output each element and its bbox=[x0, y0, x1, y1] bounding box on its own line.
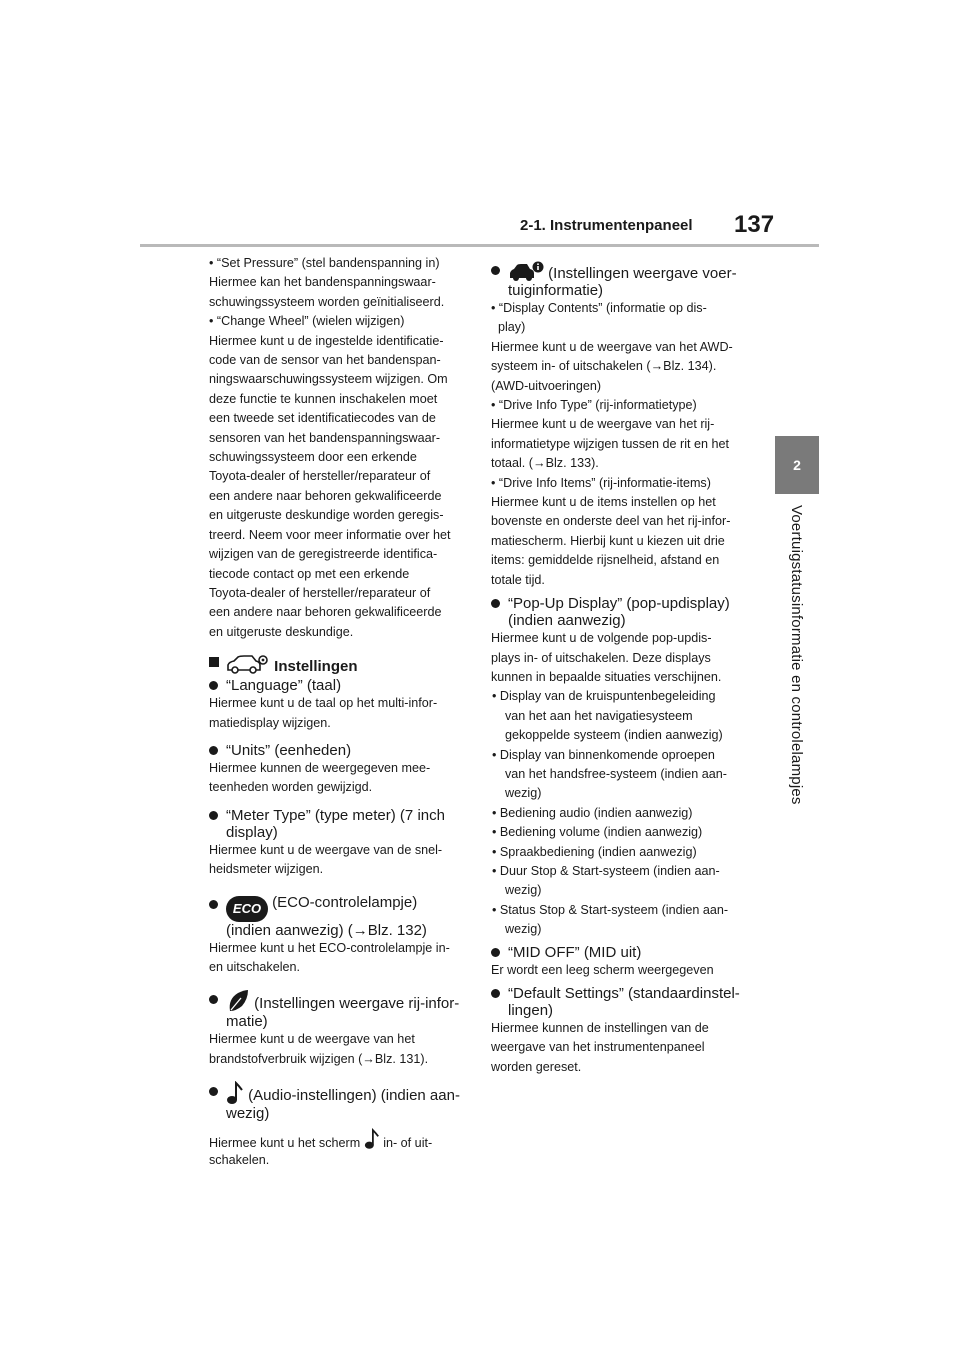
bullet-drive-info-type: • “Drive Info Type” (rij-informatietype) bbox=[491, 398, 697, 413]
body-line: een andere naar behoren gekwalificeerde bbox=[209, 488, 442, 503]
music-note-icon bbox=[364, 1128, 380, 1150]
body-line: (AWD-uitvoeringen) bbox=[491, 378, 602, 393]
vehicle-info-heading bbox=[491, 260, 747, 299]
meter-heading-line: “Meter Type” (type meter) (7 inch bbox=[226, 806, 445, 824]
list-item: • Spraakbediening (indien aanwezig) bbox=[492, 844, 697, 859]
list-item: • Status Stop & Start-systeem (indien aan- bbox=[492, 902, 729, 917]
list-item: • Duur Stop & Start-systeem (indien aan- bbox=[492, 863, 720, 878]
round-bullet-icon bbox=[209, 746, 218, 755]
units-heading-label: “Units” (eenheden) bbox=[226, 741, 352, 759]
round-bullet-icon bbox=[209, 811, 218, 820]
list-item: • Display van binnenkomende oproepen bbox=[492, 747, 715, 762]
body-line: Hiermee kunnen de weergegeven mee- bbox=[209, 760, 431, 775]
body-line: Hiermee kunt u de weergave van het bbox=[209, 1032, 415, 1047]
round-bullet-icon bbox=[209, 995, 218, 1004]
vehicle-heading-line: tuiginformatie) bbox=[508, 282, 604, 299]
list-item: • Bediening volume (indien aanwezig) bbox=[492, 825, 703, 840]
chapter-tab: 2 bbox=[775, 436, 819, 494]
list-item-cont: wezig) bbox=[505, 883, 542, 898]
bullet-display-contents: • “Display Contents” (informatie op dis- bbox=[491, 301, 707, 315]
meter-heading-line: display) bbox=[226, 823, 278, 841]
drive-info-heading bbox=[209, 989, 465, 1030]
body-line: en uitschakelen. bbox=[209, 959, 301, 974]
mid-heading-label: “MID OFF” (MID uit) bbox=[508, 943, 642, 961]
body-line: Hiermee kunt u de taal op het multi-infor- bbox=[209, 696, 438, 711]
default-heading-line: lingen) bbox=[508, 1002, 554, 1019]
body-line: informatietype wijzigen tussen de rit en het bbox=[491, 436, 730, 451]
body-line: schuwingssysteem door een erkende bbox=[209, 450, 417, 465]
list-item: • Display van de kruispuntenbegeleiding bbox=[492, 689, 716, 704]
music-note-icon bbox=[226, 1081, 244, 1105]
audio-body-text: Hiermee kunt u het scherm bbox=[209, 1136, 361, 1151]
eco-indicator-icon: ECO bbox=[226, 896, 268, 922]
settings-heading-label: Instellingen bbox=[274, 658, 358, 676]
body-line: Hiermee kunt u het ECO-controlelampje in- bbox=[209, 940, 450, 955]
car-settings-icon bbox=[226, 654, 270, 674]
eco-heading-line: (indien aanwezig) (→Blz. 132) bbox=[226, 921, 427, 939]
body-line: Hiermee kunt u de weergave van de snel- bbox=[209, 842, 443, 857]
body-line: Hiermee kunt u de volgende pop-updis- bbox=[491, 631, 712, 646]
default-heading-line: “Default Settings” (standaardinstel- bbox=[508, 985, 740, 1002]
chapter-side-title: Voertuigstatusinformatie en controlelampjes bbox=[788, 505, 805, 805]
body-line: Hiermee kunt u de weergave van het AWD- bbox=[491, 339, 733, 354]
body-line: schakelen. bbox=[209, 1152, 270, 1167]
body-line: heidsmeter wijzigen. bbox=[209, 862, 324, 877]
round-bullet-icon bbox=[209, 1087, 218, 1096]
body-line: worden gereset. bbox=[491, 1059, 582, 1074]
list-item: • Bediening audio (indien aanwezig) bbox=[492, 805, 693, 820]
body-line: wijzigen van de geregistreerde identifica- bbox=[209, 547, 438, 562]
square-bullet-icon bbox=[209, 657, 219, 667]
body-line: bovenste en onderste deel van het rij-infor- bbox=[491, 514, 731, 529]
round-bullet-icon bbox=[491, 948, 500, 957]
bullet-set-pressure: • “Set Pressure” (stel bandenspanning in) bbox=[209, 256, 440, 270]
list-item-cont: van het handsfree-systeem (indien aan- bbox=[505, 766, 727, 781]
body-line: Hiermee kunt u de weergave van het rij- bbox=[491, 417, 715, 432]
drive-heading-line: matie) bbox=[226, 1013, 268, 1031]
body-line: matiedisplay wijzigen. bbox=[209, 715, 331, 730]
list-item-cont: wezig) bbox=[505, 922, 542, 937]
mid-off-heading bbox=[491, 944, 747, 961]
units-heading bbox=[209, 742, 465, 759]
eco-heading-line: (ECO-controlelampje) bbox=[272, 893, 418, 911]
leaf-icon bbox=[226, 989, 250, 1013]
section-title: 2-1. Instrumentenpaneel bbox=[520, 217, 693, 234]
list-item-cont: van het aan het navigatiesysteem bbox=[505, 708, 693, 723]
body-line: Hiermee kan het bandenspanningswaar- bbox=[209, 275, 436, 290]
language-heading bbox=[209, 677, 465, 694]
page-number: 137 bbox=[734, 211, 775, 238]
body-line: Hiermee kunt u de ingestelde identificatie- bbox=[209, 333, 444, 348]
round-bullet-icon bbox=[491, 989, 500, 998]
eco-heading bbox=[209, 894, 465, 939]
body-line: schuwingssysteem worden geïnitialiseerd. bbox=[209, 294, 445, 309]
body-line: deze functie te kunnen inschakelen moet bbox=[209, 391, 438, 406]
list-item-cont: wezig) bbox=[505, 786, 542, 801]
vehicle-heading-line: (Instellingen weergave voer- bbox=[548, 265, 737, 282]
left-column bbox=[209, 254, 465, 1170]
body-line: treerd. Neem voor meer informatie over het bbox=[209, 527, 451, 542]
body-line: brandstofverbruik wijzigen (→Blz. 131). bbox=[209, 1051, 429, 1066]
audio-heading bbox=[209, 1081, 465, 1122]
body-line: een andere naar behoren gekwalificeerde bbox=[209, 605, 442, 620]
body-line: code van de sensor van het bandenspan- bbox=[209, 353, 441, 368]
body-line: Hiermee kunt u de items instellen op het bbox=[491, 495, 716, 510]
body-line: systeem in- of uitschakelen (→Blz. 134). bbox=[491, 359, 717, 374]
body-line: Toyota-dealer of hersteller/reparateur of bbox=[209, 469, 431, 484]
popup-heading-line: (indien aanwezig) bbox=[508, 612, 626, 630]
body-line: een tweede set identificatiecodes van de bbox=[209, 411, 436, 426]
default-settings-heading bbox=[491, 985, 747, 1019]
right-column bbox=[491, 254, 747, 1077]
drive-heading-line: (Instellingen weergave rij-infor- bbox=[254, 995, 460, 1013]
body-line: en uitgeruste deskundige. bbox=[209, 624, 354, 639]
car-info-icon bbox=[508, 260, 544, 282]
language-heading-label: “Language” (taal) bbox=[226, 677, 342, 695]
audio-heading-line: (Audio-instellingen) (indien aan- bbox=[248, 1087, 460, 1105]
popup-display-heading bbox=[491, 595, 747, 629]
bullet-change-wheel: • “Change Wheel” (wielen wijzigen) bbox=[209, 314, 405, 329]
round-bullet-icon bbox=[209, 900, 218, 909]
audio-body-text: in- of uit- bbox=[383, 1136, 433, 1151]
body-line: play) bbox=[498, 320, 526, 335]
bullet-drive-info-items: • “Drive Info Items” (rij-informatie-items) bbox=[491, 475, 711, 490]
round-bullet-icon bbox=[209, 681, 218, 690]
body-line: weergave van het instrumentenpaneel bbox=[491, 1040, 705, 1055]
meter-type-heading bbox=[209, 807, 465, 841]
body-line: Er wordt een leeg scherm weergegeven bbox=[491, 962, 714, 977]
round-bullet-icon bbox=[491, 599, 500, 608]
body-line: kunnen in bepaalde situaties verschijnen. bbox=[491, 669, 722, 684]
round-bullet-icon bbox=[491, 266, 500, 275]
body-line: teenheden worden gewijzigd. bbox=[209, 780, 373, 795]
popup-heading-line: “Pop-Up Display” (pop-updisplay) bbox=[508, 595, 730, 613]
body-line: en uitgeruste deskundige worden geregis- bbox=[209, 508, 444, 523]
body-line: ningswaarschuwingssysteem wijzigen. Om bbox=[209, 372, 448, 387]
body-line: tiecode contact op met een erkende bbox=[209, 566, 410, 581]
header-divider bbox=[140, 244, 819, 247]
body-line: sensoren van het bandenspanningswaar- bbox=[209, 430, 441, 445]
audio-heading-line: wezig) bbox=[226, 1105, 270, 1123]
body-line: plays in- of uitschakelen. Deze displays bbox=[491, 650, 711, 665]
body-line: totale tijd. bbox=[491, 572, 545, 587]
body-line: matiescherm. Hierbij kunt u kiezen uit drie bbox=[491, 533, 725, 548]
settings-heading bbox=[209, 654, 465, 675]
list-item-cont: gekoppelde systeem (indien aanwezig) bbox=[505, 728, 723, 743]
body-line: items: gemiddelde rijsnelheid, afstand en bbox=[491, 553, 720, 568]
body-line: totaal. (→Blz. 133). bbox=[491, 456, 599, 471]
body-line: Toyota-dealer of hersteller/reparateur of bbox=[209, 585, 431, 600]
body-line: Hiermee kunnen de instellingen van de bbox=[491, 1021, 709, 1035]
audio-body-line bbox=[209, 1128, 465, 1153]
